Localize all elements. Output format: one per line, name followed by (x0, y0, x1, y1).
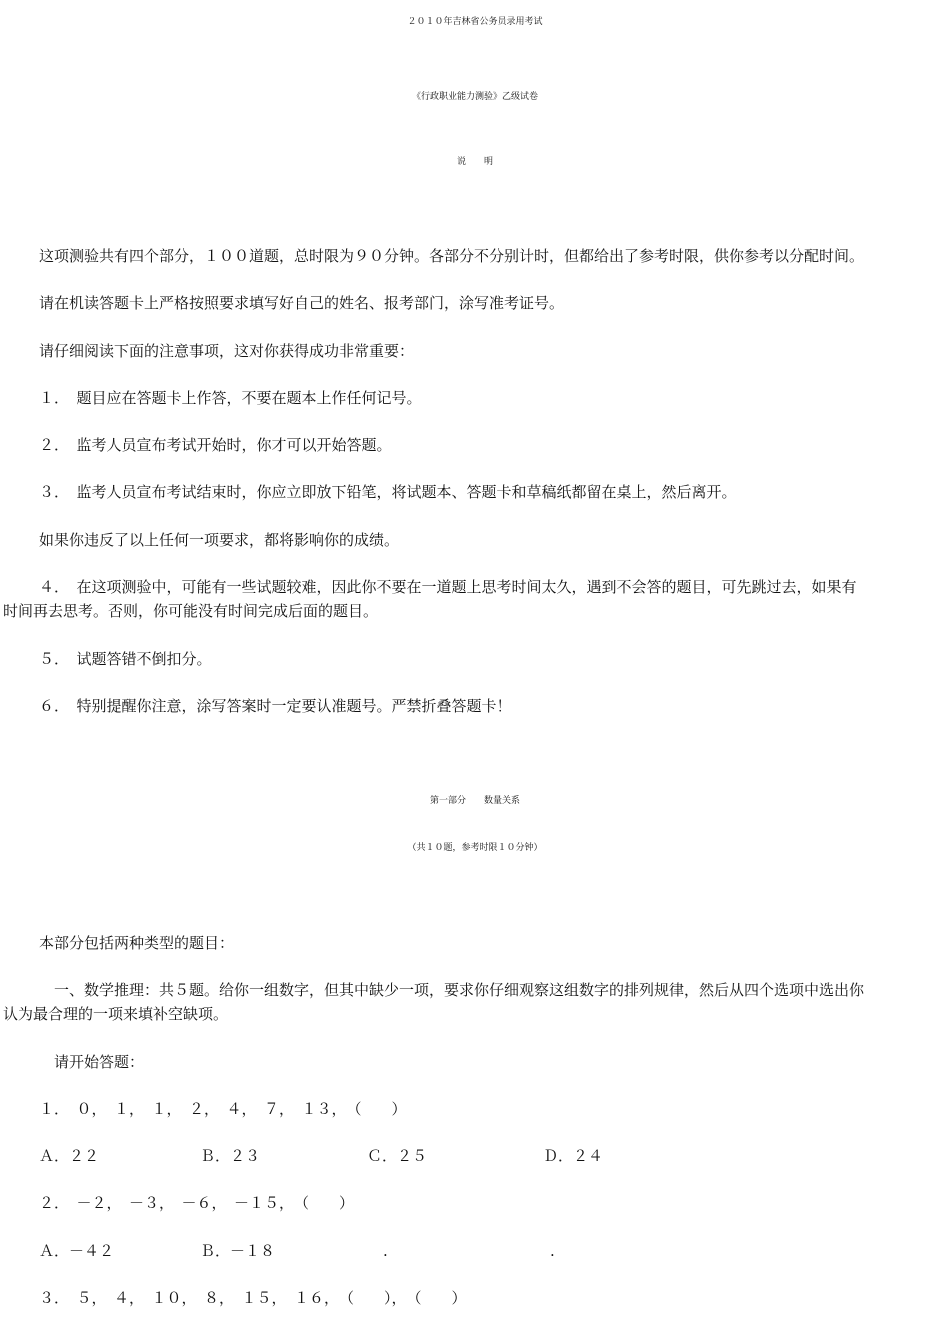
notice-item-4: ４． 在这项测验中，可能有一些试题较难，因此你不要在一道题上思考时间太久，遇到不会答的题目，可先跳过去，如果有 (39, 578, 857, 596)
question-2-option-b: Ｂ．－１８ (200, 1242, 276, 1260)
question-2-option-a: Ａ．－４２ (39, 1242, 115, 1260)
instruction-paragraph: 请在机读答题卡上严格按照要求填写好自己的姓名、报考部门，涂写准考证号。 (39, 294, 565, 312)
instruction-paragraph: 如果你违反了以上任何一项要求，都将影响你的成绩。 (39, 531, 400, 549)
question-3: ３． ５， ４， １０， ８， １５， １６， （ ）， （ ） (39, 1289, 467, 1307)
question-2: ２． －２， －３， －６， －１５， （ ） (39, 1194, 355, 1212)
question-1-option-d: Ｄ．２４ (543, 1147, 604, 1165)
question-type-description-continued: 认为最合理的一项来填补空缺项。 (3, 1005, 229, 1023)
question-1-option-b: Ｂ．２３ (200, 1147, 261, 1165)
question-2-option-d: . (550, 1242, 555, 1260)
question-1: １． ０， １， １， ２， ４， ７， １３， （ ） (39, 1100, 407, 1118)
question-1-option-a: Ａ．２２ (39, 1147, 100, 1165)
instruction-paragraph: 请仔细阅读下面的注意事项，这对你获得成功非常重要： (39, 342, 415, 360)
part-intro: 本部分包括两种类型的题目： (39, 934, 235, 952)
notice-item-1: １． 题目应在答题卡上作答，不要在题本上作任何记号。 (39, 389, 422, 407)
question-2-option-c: . (383, 1242, 388, 1260)
question-1-option-c: Ｃ．２５ (367, 1147, 428, 1165)
notice-item-5: ５． 试题答错不倒扣分。 (39, 650, 212, 668)
exam-title: ２０１０年吉林省公务员录用考试 (407, 17, 543, 27)
instruction-paragraph: 这项测验共有四个部分，１００道题，总时限为９０分钟。各部分不分别计时，但都给出了参考时限，供你参考以分配时间。 (39, 247, 865, 265)
intro-heading: 说 明 (456, 157, 493, 167)
notice-item-3: ３． 监考人员宣布考试结束时，你应立即放下铅笔，将试题本、答题卡和草稿纸都留在桌上，然后离开。 (39, 483, 737, 501)
notice-item-6: ６． 特别提醒你注意，涂写答案时一定要认准题号。严禁折叠答题卡！ (39, 697, 512, 715)
notice-item-2: ２． 监考人员宣布考试开始时，你才可以开始答题。 (39, 436, 392, 454)
question-type-description: 一、数学推理：共５题。给你一组数字，但其中缺少一项，要求你仔细观察这组数字的排列规律，然后从四个选项中选出你 (39, 981, 865, 999)
notice-item-4-continued: 时间再去思考。否则，你可能没有时间完成后面的题目。 (3, 602, 379, 620)
part-heading: 第一部分 数量关系 (429, 796, 520, 806)
start-prompt: 请开始答题： (39, 1053, 145, 1071)
exam-subtitle: 《行政职业能力测验》乙级试卷 (411, 92, 538, 102)
part-subheading: （共１０题，参考时限１０分钟） (407, 843, 543, 853)
